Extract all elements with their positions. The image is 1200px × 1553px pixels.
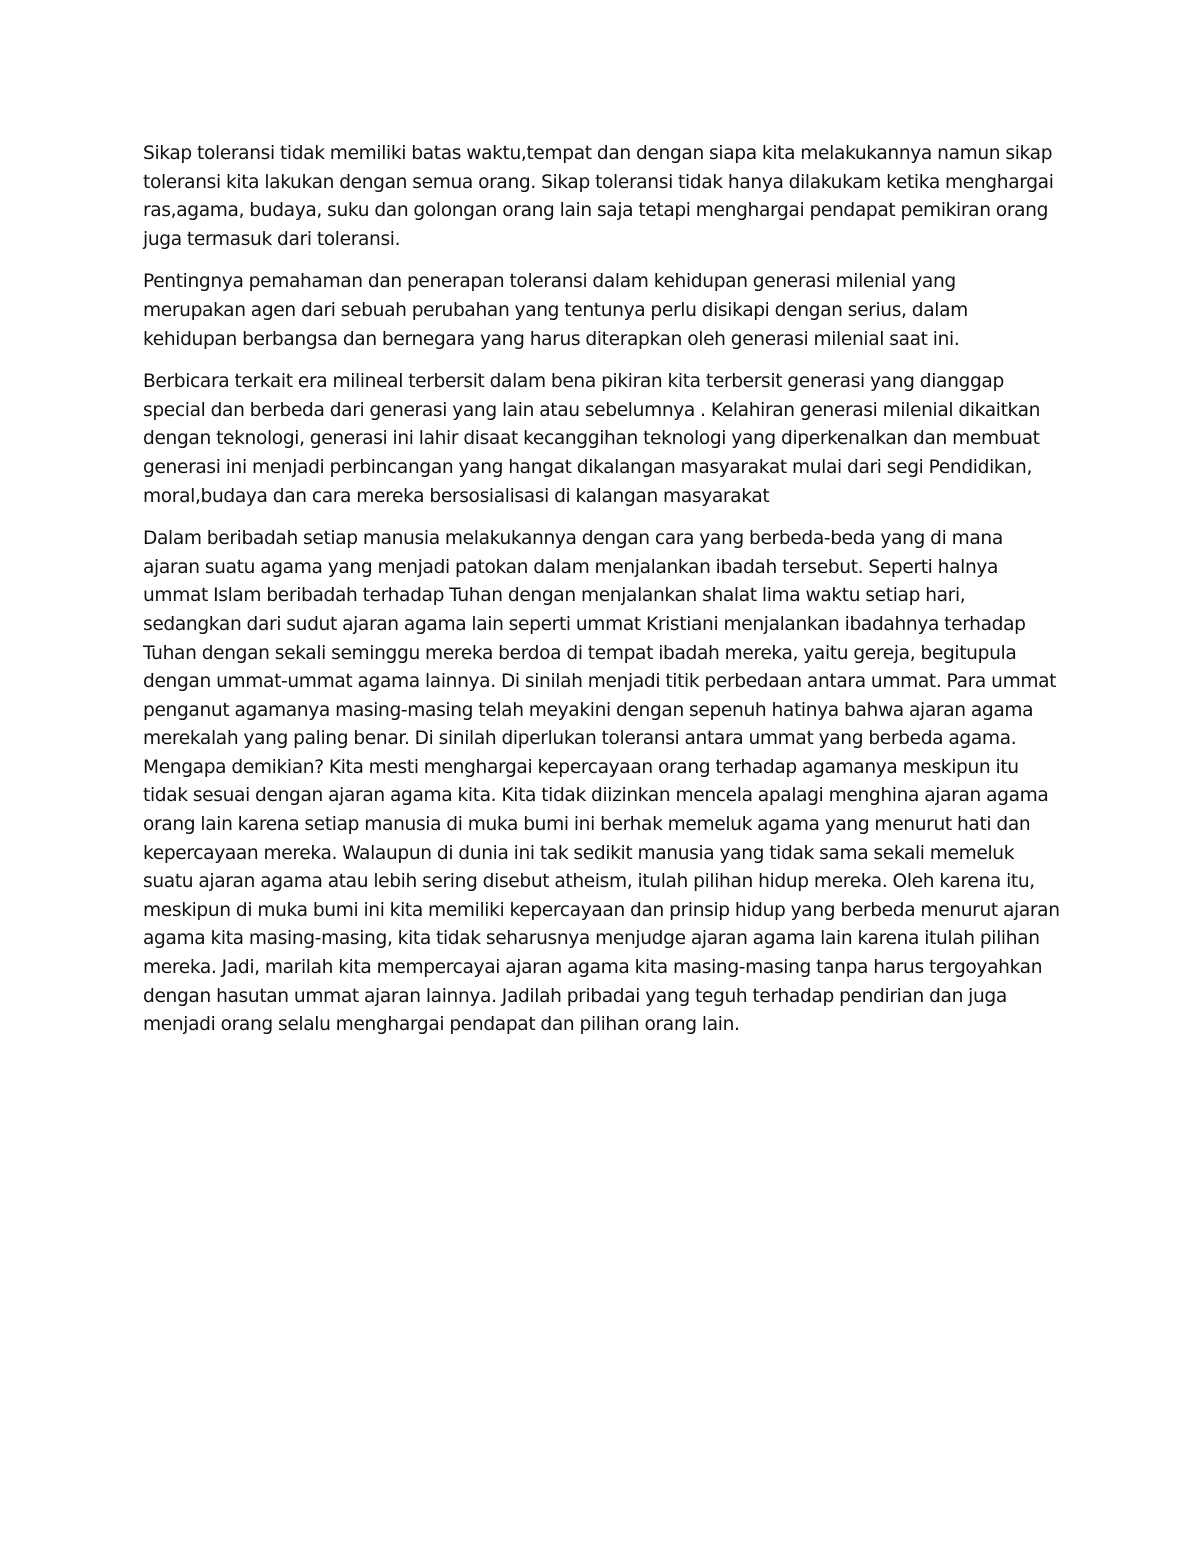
paragraph-4: Dalam beribadah setiap manusia melakukannya dengan cara yang berbeda-beda yang di mana ajaran suatu agama yang menjadi patokan dalam menjalankan ibadah tersebut. Seperti halnya ummat Islam beribadah terhadap Tuhan dengan menjalankan shalat lima waktu setiap hari, sedangkan dari sudut ajaran agama lain seperti ummat Kristiani menjalankan ibadahnya terhadap Tuhan dengan sekali seminggu mereka berdoa di tempat ibadah mereka, yaitu gereja, begitupula dengan ummat-ummat agama lainnya. Di sinilah menjadi titik perbedaan antara ummat. Para ummat penganut agamanya masing-masing telah meyakini dengan sepenuh hatinya bahwa ajaran agama merekalah yang paling benar. Di sinilah diperlukan toleransi antara ummat yang berbeda agama. Mengapa demikian? Kita mesti menghargai kepercayaan orang terhadap agamanya meskipun itu tidak sesuai dengan ajaran agama kita. Kita tidak diizinkan mencela apalagi menghina ajaran agama orang lain karena setiap manusia di muka bumi ini berhak memeluk agama yang menurut hati dan kepercayaan mereka. Walaupun di dunia ini tak sedikit manusia yang tidak sama sekali memeluk suatu ajaran agama atau lebih sering disebut atheism, itulah pilihan hidup mereka. Oleh karena itu, meskipun di muka bumi ini kita memiliki kepercayaan dan prinsip hidup yang berbeda menurut ajaran agama kita masing-masing, kita tidak seharusnya menjudge ajaran agama lain karena itulah pilihan mereka. Jadi, marilah kita mempercayai ajaran agama kita masing-masing tanpa harus tergoyahkan dengan hasutan ummat ajaran lainnya. Jadilah pribadai yang teguh terhadap pendirian dan juga menjadi orang selalu menghargai pendapat dan pilihan orang lain. (143, 528, 1060, 1036)
paragraph-2: Pentingnya pemahaman dan penerapan toleransi dalam kehidupan generasi milenial yang merupakan agen dari sebuah perubahan yang tentunya perlu disikapi dengan serius, dalam kehidupan berbangsa dan bernegara yang harus diterapkan oleh generasi milenial saat ini. (143, 271, 968, 350)
document-body (143, 140, 1063, 1054)
paragraph-3: Berbicara terkait era milineal terbersit dalam bena pikiran kita terbersit generasi yang dianggap special dan berbeda dari generasi yang lain atau sebelumnya . Kelahiran generasi milenial dikaitkan dengan teknologi, generasi ini lahir disaat kecanggihan teknologi yang diperkenalkan dan membuat generasi ini menjadi perbincangan yang hangat dikalangan masyarakat mulai dari segi Pendidikan, moral,budaya dan cara mereka bersosialisasi di kalangan masyarakat (143, 371, 1041, 507)
paragraph-1: Sikap toleransi tidak memiliki batas waktu,tempat dan dengan siapa kita melakukannya namun sikap toleransi kita lakukan dengan semua orang. Sikap toleransi tidak hanya dilakukam ketika menghargai ras,agama, budaya, suku dan golongan orang lain saja tetapi menghargai pendapat pemikiran orang juga termasuk dari toleransi. (143, 143, 1054, 250)
